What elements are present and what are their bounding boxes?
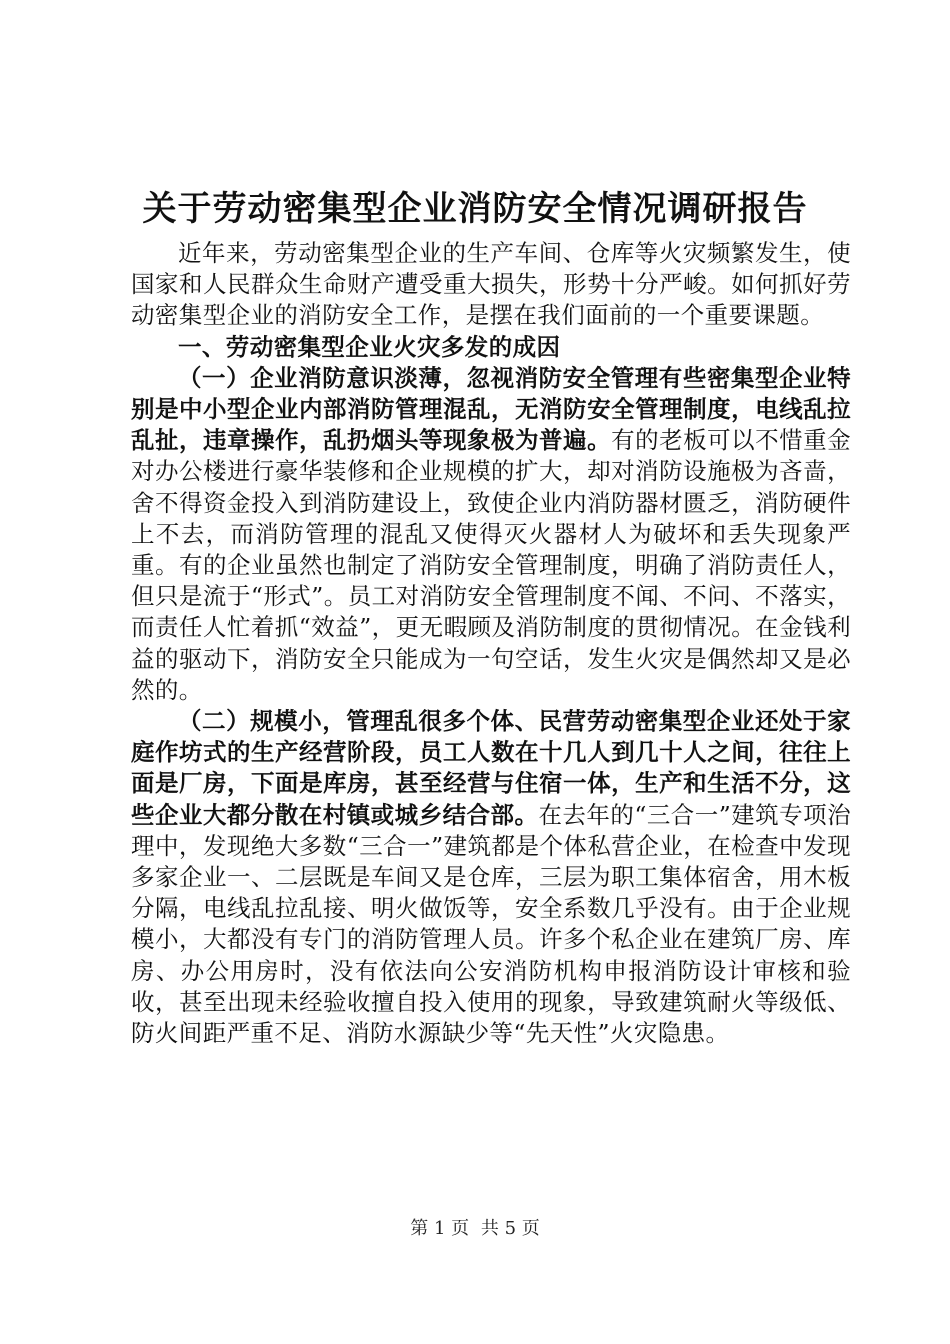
subsection-1-heading: （一）企业消防意识淡薄，忽视消防安全管理有些密集型企业特别是中小型企业内部消防管理混乱，无消防安全管理制度，电线乱拉乱扯，违章操作，乱扔烟头等现象极为普遍。: [131, 363, 851, 455]
subsection-1-paragraph: [131, 363, 851, 706]
section-heading: 一、劳动密集型企业火灾多发的成因: [178, 332, 561, 361]
document-title: 关于劳动密集型企业消防安全情况调研报告: [142, 189, 808, 229]
subsection-1-text: 有的老板可以不惜重金对办公楼进行豪华装修和企业规模的扩大，却对消防设施极为吝啬，舍不得资金投入到消防建设上，致使企业内消防器材匮乏，消防硬件上不去，而消防管理的混乱又使得灭火器材人为破坏和丢失现象严重。有的企业虽然也制定了消防安全管理制度，明确了消防责任人，但只是流于“形式”。员工对消防安全管理制度不闻、不问、不落实，而责任人忙着抓“效益”，更无暇顾及消防制度的贯彻情况。在金钱利益的驱动下，消防安全只能成为一句空话，发生火灾是偶然却又是必然的。: [131, 426, 852, 704]
subsection-2-paragraph: [131, 706, 851, 1049]
intro-paragraph: 近年来，劳动密集型企业的生产车间、仓库等火灾频繁发生，使国家和人民群众生命财产遭受重大损失，形势十分严峻。如何抓好劳动密集型企业的消防安全工作，是摆在我们面前的一个重要课题。: [131, 239, 851, 330]
subsection-2-heading: （二）规模小，管理乱很多个体、民营劳动密集型企业还处于家庭作坊式的生产经营阶段，员工人数在十几人到几十人之间，往往上面是厂房，下面是库房，甚至经营与住宿一体，生产和生活不分，这些企业大都分散在村镇或城乡结合部。: [131, 707, 851, 829]
page-total: 共 5 页: [480, 1218, 540, 1239]
document-body: [131, 238, 851, 1049]
subsection-2-text: 在去年的“三合一”建筑专项治理中，发现绝大多数“三合一”建筑都是个体私营企业，在检查中发现多家企业一、二层既是车间又是仓库，三层为职工集体宿舍，用木板分隔，电线乱拉乱接、明火做饭等，安全系数几乎没有。由于企业规模小，大都没有专门的消防管理人员。许多个私企业在建筑厂房、库房、办公用房时，没有依法向公安消防机构申报消防设计审核和验收，甚至出现未经验收擅自投入使用的现象，导致建筑耐火等级低、防火间距严重不足、消防水源缺少等“先天性”火灾隐患。: [131, 800, 851, 1048]
page-footer: [0, 1214, 950, 1240]
page-number: 第 1 页: [410, 1218, 470, 1239]
